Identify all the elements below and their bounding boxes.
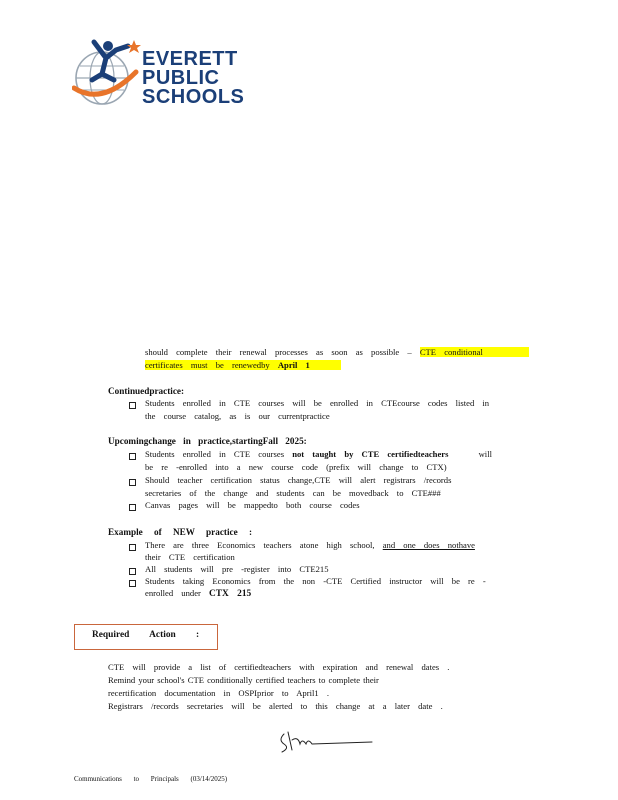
upcoming-item-1-line-2: be re -enrolled into a new course code (prefix will change to CTX) [145, 462, 447, 472]
action-item-3: Registrars /records secretaries will be alerted to this change at a later date . [108, 701, 443, 711]
upcoming-item-2-line-2: secretaries of the change and students can be movedback to CTE### [145, 488, 441, 498]
checkbox-square-icon [129, 402, 136, 409]
example-item-1-line-2: their CTE certification [145, 552, 235, 562]
intro-highlight-1: CTE conditional [420, 347, 529, 357]
action-item-2-line-2: recertification documentation in OSPIprior to April1 . [108, 688, 329, 698]
example-item-1-line-1 [145, 540, 475, 550]
intro-line-2 [145, 360, 341, 370]
logo-line-3: SCHOOLS [142, 86, 245, 108]
intro-text-2a: certificates must be renewedby [145, 360, 270, 370]
required-action-title: Required Action : [92, 630, 200, 640]
upcoming-item-2-line-1: Should teacher certification status change,CTE will alert registrars /records [145, 475, 452, 485]
logo-line-1: EVERETT [142, 48, 238, 70]
section-title-example: Example of NEW practice : [108, 527, 253, 537]
checkbox-square-icon [129, 580, 136, 587]
example-course-code: CTX 215 [209, 589, 252, 599]
upcoming-item-1c: will [478, 449, 492, 459]
district-name [142, 50, 244, 107]
deadline-date: April 1 [277, 360, 310, 370]
section-title-continued: Continuedpractice: [108, 386, 185, 396]
action-item-1: CTE will provide a list of certifiedteachers with expiration and renewal dates . [108, 662, 450, 672]
example-item-3-line-1: Students taking Economics from the non -CTE Certified instructor will be re - [145, 576, 486, 586]
upcoming-item-1a: Students enrolled in CTE courses [145, 449, 285, 459]
continued-item-line-2: the course catalog, as is our currentpractice [145, 411, 330, 421]
continued-item-line-1: Students enrolled in CTE courses will be enrolled in CTEcourse codes listed in [145, 398, 490, 408]
example-item-1b: and one does nothave [382, 540, 475, 550]
example-item-1a: There are three Economics teachers atone high school, [145, 540, 375, 550]
footer-note: Communications to Principals (03/14/2025) [74, 775, 228, 783]
checkbox-square-icon [129, 568, 136, 575]
action-item-2-line-1: Remind your school's CTE conditionally certified teachers to complete their [108, 675, 379, 685]
checkbox-square-icon [129, 504, 136, 511]
example-item-3a: enrolled under [145, 588, 201, 598]
upcoming-item-1-line-1 [145, 449, 492, 459]
checkbox-square-icon [129, 544, 136, 551]
intro-text-1a: should complete their renewal processes as soon as possible – [145, 347, 412, 357]
signature-icon [276, 726, 376, 756]
intro-line-1 [145, 347, 529, 357]
upcoming-item-1b: not taught by CTE certifiedteachers [292, 449, 449, 459]
checkbox-square-icon [129, 479, 136, 486]
logo-line-2: PUBLIC [142, 67, 220, 89]
example-item-3-line-2 [145, 588, 251, 599]
checkbox-square-icon [129, 453, 136, 460]
upcoming-item-3: Canvas pages will be mappedto both course codes [145, 500, 360, 510]
example-item-2: All students will pre -register into CTE215 [145, 564, 329, 574]
section-title-upcoming: Upcomingchange in practice,startingFall 2025: [108, 436, 307, 446]
